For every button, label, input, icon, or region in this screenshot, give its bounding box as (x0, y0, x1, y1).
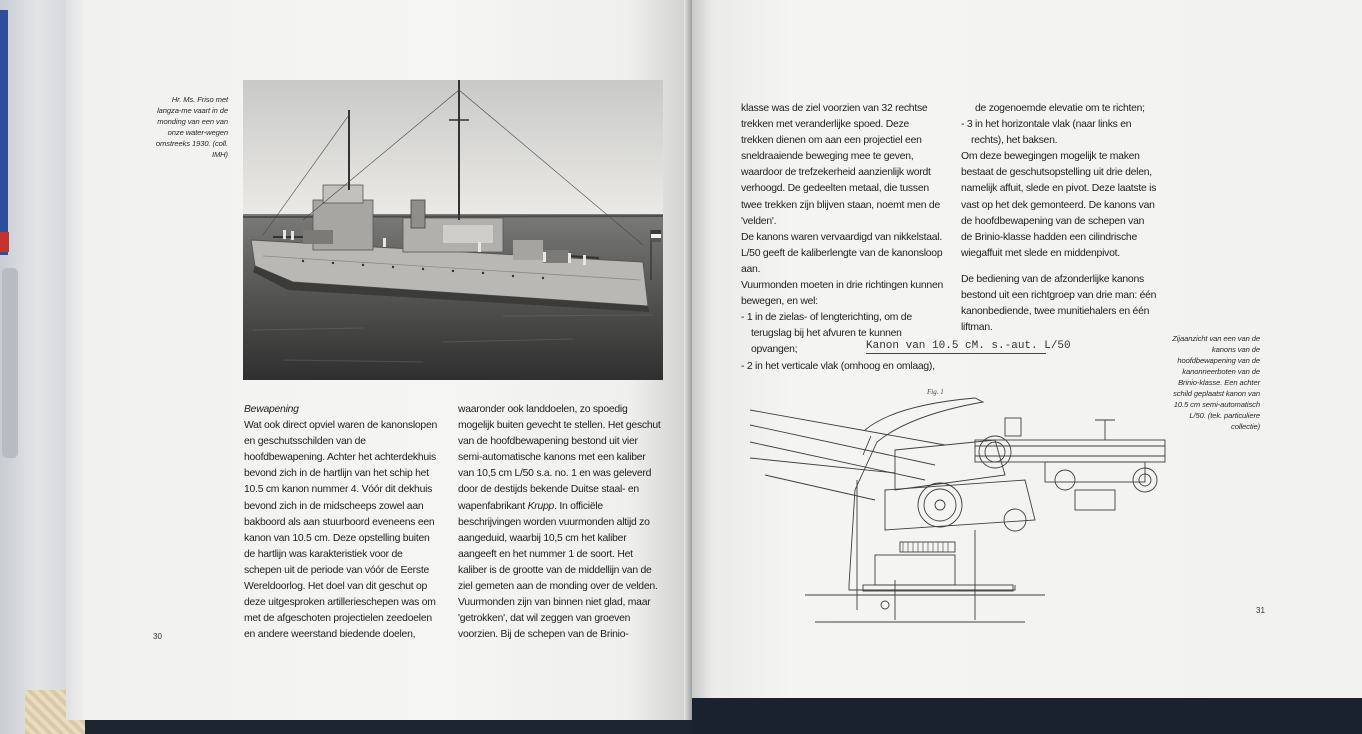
section-heading: Bewapening (244, 404, 299, 415)
gun-drawing-image (745, 380, 1170, 630)
paragraph: klasse was de ziel voorzien van 32 rechtse trekken met veranderlijke spoed. Deze trekken dienen om aan een projectiel een sneldraaiende beweging mee te geven, waardoor de trefzekerheid aanzienlijk wordt verhoogd. De gedeelten metaal, die tussen twee trekken zijn blijven staan, noemt men de 'velden'. (741, 103, 940, 227)
paragraph: De kanons waren vervaardigd van nikkelstaal. L/50 geeft de kaliberlengte van de kanonsloop aan. (741, 231, 943, 275)
list-item: - 1 in de zielas- of lengterichting, om de terugslag bij het afvuren te kunnen opvangen; (741, 312, 912, 356)
ship-photo (243, 80, 663, 380)
italic-name: Krupp (527, 500, 555, 512)
paragraph: Vuurmonden moeten in drie richtingen kunnen bewegen, en wel: (741, 280, 944, 308)
paragraph-text-a: waaronder ook landdoelen, zo spoedig mogelijk buiten gevecht te stellen. Het geschut van de hoofdbewapening bestond uit vier semi-automatische kanons met een kaliber van 10,5 cm L/50 s.a. no. 1 en was geleverd door de destijds bekende Duitse staal- en wapenfabrikant (458, 404, 661, 512)
page-number-left: 30 (153, 632, 162, 641)
list-item-continuation: de zogenoemde elevatie om te richten; (975, 103, 1145, 114)
photo-caption: Hr. Ms. Friso met langza-me vaart in de monding van een van onze water-wegen omstreeks 1930. (coll. IMH) (155, 95, 228, 159)
page-number-right: 31 (1256, 606, 1265, 615)
grey-clip (2, 268, 18, 458)
list-item: - 3 in het horizontale vlak (naar links en rechts), het baksen. (961, 119, 1132, 147)
paragraph: Wat ook direct opviel waren de kanonslopen en geschutsschilden van de hoofdbewapening. Achter het achterdekhuis bevond zich in de hartlijn van het schip het 10.5 cm kanon nummer 4. Vóór dit dekhuis bevond zich in de midscheeps zowel aan bakboord als aan stuurboord eveneens een kanon van 10.5 cm. Deze opstelling buiten de hartlijn was karakteristiek voor de schepen uit de periode van vóór de Eerste Wereldoorlog. Het doel van dit geschut op deze uitgesproken artillerieschepen was om met de afgeschoten projectielen zeedoelen en andere weerstand biedende doelen, (244, 420, 438, 641)
text-column-4 (961, 101, 1157, 336)
paragraph: Om deze bewegingen mogelijk te maken bestaat de geschutsopstelling uit drie delen, namelijk affuit, slede en pivot. Deze laatste is vast op het dek gemonteerd. De kanons van de hoofdbewapening van de schepen van de Brinio-klasse hadden een cilindrische wiegaffuit met slede en middenpivot. (961, 151, 1157, 259)
paragraph: De bediening van de afzonderlijke kanons bestond uit een richtgroep van drie man: één kanonbediende, twee munitiehalers en één liftman. (961, 273, 1157, 334)
table-shadow (692, 698, 1362, 734)
ship-photo-image (243, 80, 663, 380)
list-item: - 2 in het verticale vlak (omhoog en omlaag), (741, 360, 935, 372)
text-column-3 (741, 101, 943, 375)
drawing-fig-label: Fig. 1 (927, 388, 944, 396)
red-cover-mark (0, 232, 9, 252)
paragraph-text-b: . In officiële beschrijvingen worden vuurmonden altijd zo aangeduid, waarbij 10,5 cm het kaliber aangeeft en het nummer 1 de soort. Het kaliber is de grootte van de middellijn van de ziel gemeten aan de monding over de velden. Vuurmonden zijn van binnen niet glad, maar 'getrokken', dat wil zeggen van groeven voorzien. Bij de schepen van de Brinio- (458, 500, 658, 641)
blue-cover-strip (0, 10, 8, 255)
drawing-caption: Zijaanzicht van een van de kanons van de hoofdbewapening van de kanonneerboten van de Brinio-klasse. Een achter schild geplaatst kanon van 10.5 cm semi-automatisch L/50. (tek. particuliere collectie) (1172, 334, 1260, 431)
text-column-1 (244, 402, 440, 643)
text-column-2 (458, 402, 664, 643)
paragraph (458, 402, 664, 643)
gun-drawing (745, 380, 1170, 630)
drawing-title: Kanon van 10.5 cM. s.-aut. L/50 (866, 340, 1071, 352)
